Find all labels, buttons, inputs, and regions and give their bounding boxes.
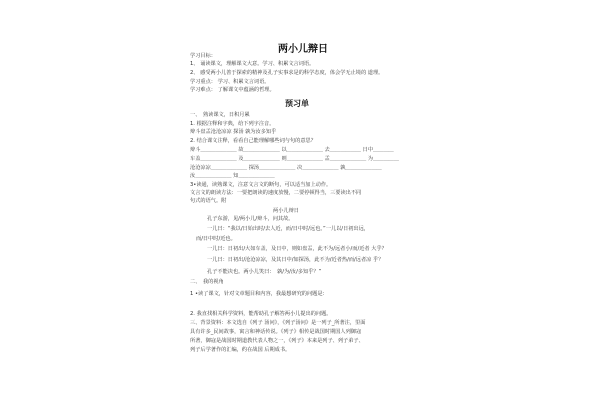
objective-2: 2、 感受两小儿善于探索的精神及孔子实事求是的科学态度，体会学无止境的 道理。 <box>190 70 384 76</box>
section-1-heading: 一、 熟读课文，日积月累 <box>190 112 250 118</box>
preview-title: 预习单 <box>285 98 309 108</box>
question-2-row-2: 车盖＿＿＿＿＿＿＿ 及＿＿＿＿＿＿＿ 则＿＿＿＿＿＿＿ 盂＿＿＿＿＿＿＿ 为＿＿＿＿＿ <box>190 156 399 162</box>
passage-paragraph-3: 一儿曰：日初出/大如车盖，及日中，则如盘盂，此不为/远者小/而/近者 大乎？ <box>207 246 387 252</box>
background-line-2: 具有许多_民间故事，寓言和神话传说。《列子》相传是战国时期国人列御寇 <box>190 329 362 335</box>
question-4: 1 •读了课文，针对文章题目和内容，我最想研究的问题是： <box>190 291 328 297</box>
passage-paragraph-5: 孔子不能决也。两小儿笑曰： 孰/为/汝/多知乎？” <box>207 269 322 275</box>
background-line-4: 列子后学著作的汇编，约在战国 后期成书。 <box>190 347 291 353</box>
passage-paragraph-2-cont: 而/日中时/近也。 <box>196 236 236 242</box>
inner-text-title: 两小儿辩日 <box>273 208 299 214</box>
background-line-3: 所著，御寇是战国时期道教代表人物之一，《列子》本来是列子、列子弟子、 <box>190 338 364 344</box>
section-3-background: 三、背景资料：本文选自《列子 汤问》，《列子汤问》是一列子_所著注，里面 <box>190 320 366 326</box>
question-3: 3•读通，读熟课文，注意文言文的断句，可以适当加上动作。 <box>190 182 332 188</box>
question-3-line-2: 文言文的朗读方法：一要把朗读的速度放慢，二要停顿得当，三要读出不同 <box>190 190 362 196</box>
section-2-heading: 二、 我的视角 <box>190 279 224 285</box>
question-1-words: 辩斗盘盂沧沧凉凉 探汤 孰为汝多知乎 <box>190 129 277 135</box>
question-2-row-1: 辩斗＿＿＿＿＿＿＿ 故＿＿＿＿＿＿＿ 以＿＿＿＿＿＿＿ 去＿＿＿＿＿＿ 日中＿＿＿＿ <box>190 147 394 153</box>
question-2-row-4: 汝＿＿＿＿＿＿＿ 知＿＿＿＿＿＿＿ <box>190 173 275 179</box>
question-3-line-3: 句式的语气。附 <box>190 198 227 204</box>
objective-1: 1、 诵读课文，理解课文大意。学习、积累文言词语。 <box>190 61 315 67</box>
question-2: 2. 结合课文注释，看看自己能理解哪些词与句的意思？ <box>190 138 316 144</box>
key-point: 学习重点： 学习、积累文言词语。 <box>190 79 270 85</box>
question-2-row-3: 沧沧凉凉＿＿＿＿＿＿＿ 探汤＿＿＿＿＿＿＿ 决＿＿＿＿＿＿＿ 孰＿＿＿＿＿＿＿ <box>190 165 382 171</box>
passage-paragraph-4: 一儿曰：日初出/沧沧凉凉，及其日中/如探汤，此不为/近者热/而/远者凉 乎？ <box>207 257 384 263</box>
passage-paragraph-1: 孔子东游，见/两小儿/辩斗，问其故。 <box>207 216 294 222</box>
question-1: 1. 根据注释和字典，给下列字注音。 <box>190 121 275 127</box>
passage-paragraph-2: 一儿曰：“我以/日始出时/去人近，而/日中时/远也。”一儿以/日初出远， <box>207 226 369 232</box>
question-5: 2. 我直找相关科学资料，能帮助孔子解答两小儿提出的问题。 <box>190 311 332 317</box>
objectives-label: 学习目标： <box>190 53 216 59</box>
difficult-point: 学习难点： 了解课文中蕴涵的哲理。 <box>190 87 275 93</box>
document-title: 两小儿辩日 <box>278 44 328 55</box>
